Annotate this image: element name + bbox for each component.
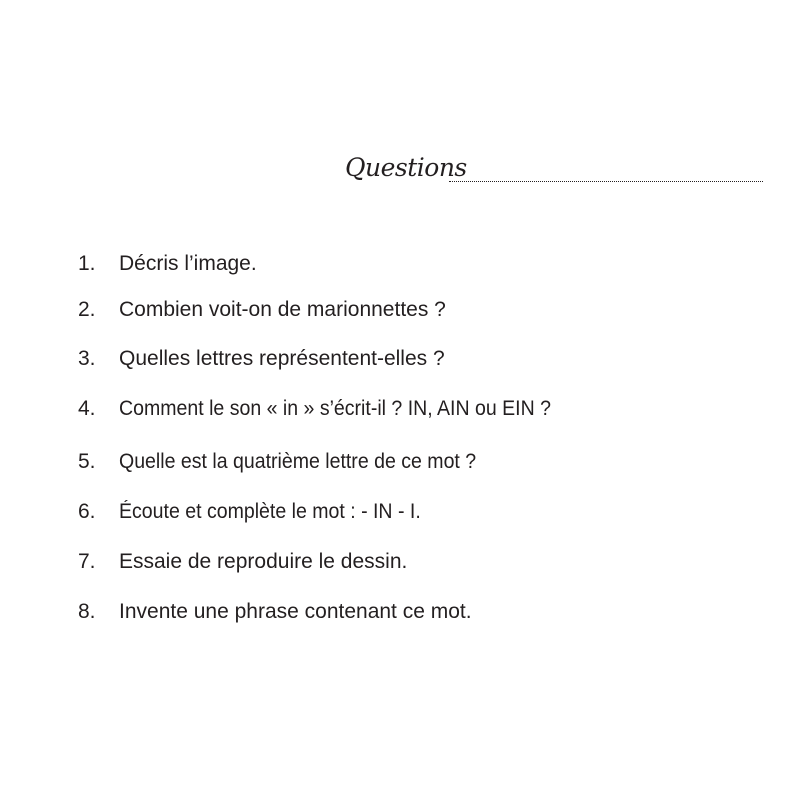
question-text: Essaie de reproduire le dessin. bbox=[119, 550, 408, 573]
question-text: Comment le son « in » s’écrit-il ? IN, AIN ou EIN ? bbox=[119, 397, 551, 420]
question-text: Écoute et complète le mot : - IN - I. bbox=[119, 500, 421, 523]
question-number: 6. bbox=[78, 500, 96, 523]
question-number: 4. bbox=[78, 397, 96, 420]
question-number: 3. bbox=[78, 347, 96, 370]
question-item bbox=[78, 498, 443, 526]
question-item bbox=[78, 250, 257, 278]
question-text: Quelles lettres représentent-elles ? bbox=[119, 347, 445, 370]
question-text: Combien voit-on de marionnettes ? bbox=[119, 298, 446, 321]
question-number: 2. bbox=[78, 298, 96, 321]
question-text: Invente une phrase contenant ce mot. bbox=[119, 600, 472, 623]
question-item bbox=[78, 296, 446, 324]
question-number: 7. bbox=[78, 550, 96, 573]
question-item bbox=[78, 448, 503, 476]
question-item bbox=[78, 598, 472, 626]
section-title: Questions bbox=[345, 153, 467, 182]
question-item bbox=[78, 345, 445, 373]
question-number: 8. bbox=[78, 600, 96, 623]
question-number: 5. bbox=[78, 450, 96, 473]
question-text: Quelle est la quatrième lettre de ce mot ? bbox=[119, 450, 477, 473]
question-number: 1. bbox=[78, 252, 96, 275]
question-item bbox=[78, 548, 407, 576]
question-item bbox=[78, 395, 584, 423]
section-header bbox=[345, 148, 763, 188]
dotted-rule bbox=[449, 181, 763, 182]
question-text: Décris l’image. bbox=[119, 252, 257, 275]
